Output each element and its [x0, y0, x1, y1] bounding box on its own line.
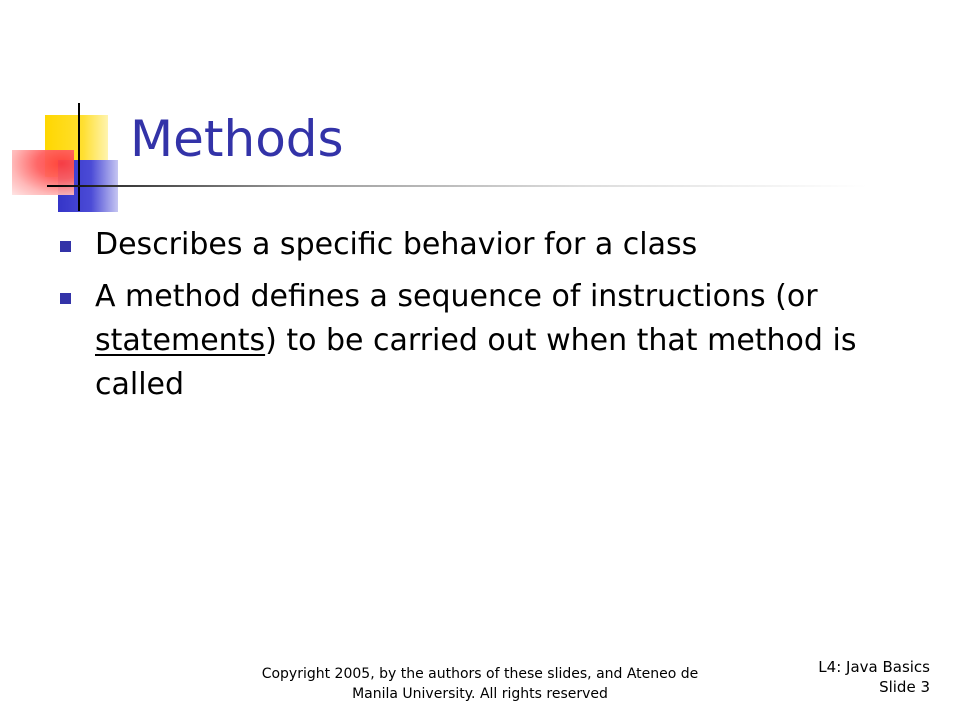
red-square-decoration	[12, 150, 74, 195]
statements-link[interactable]: statements	[95, 323, 266, 358]
slide-number: Slide 3	[879, 678, 930, 696]
bullet-text-prefix: A method defines a sequence of instructions (or	[95, 279, 818, 314]
copyright-line-2: Manila University. All rights reserved	[352, 686, 608, 702]
copyright-notice	[240, 664, 720, 704]
slide-info	[818, 657, 930, 697]
bullet-item	[58, 275, 918, 407]
bullet-text-suffix: ) to be carried out when that method is called	[95, 323, 857, 402]
bullet-list	[58, 223, 918, 415]
slide-title: Methods	[130, 110, 344, 168]
bullet-text: Describes a specific behavior for a class	[95, 227, 698, 262]
square-bullet-icon	[60, 241, 71, 252]
copyright-line-1: Copyright 2005, by the authors of these slides, and Ateneo de	[261, 666, 699, 682]
bullet-item	[58, 223, 918, 267]
square-bullet-icon	[60, 293, 71, 304]
course-label: L4: Java Basics	[818, 658, 930, 676]
title-underline-rule	[47, 185, 867, 187]
vertical-rule	[78, 103, 80, 211]
decorative-corner-squares	[0, 0, 140, 220]
